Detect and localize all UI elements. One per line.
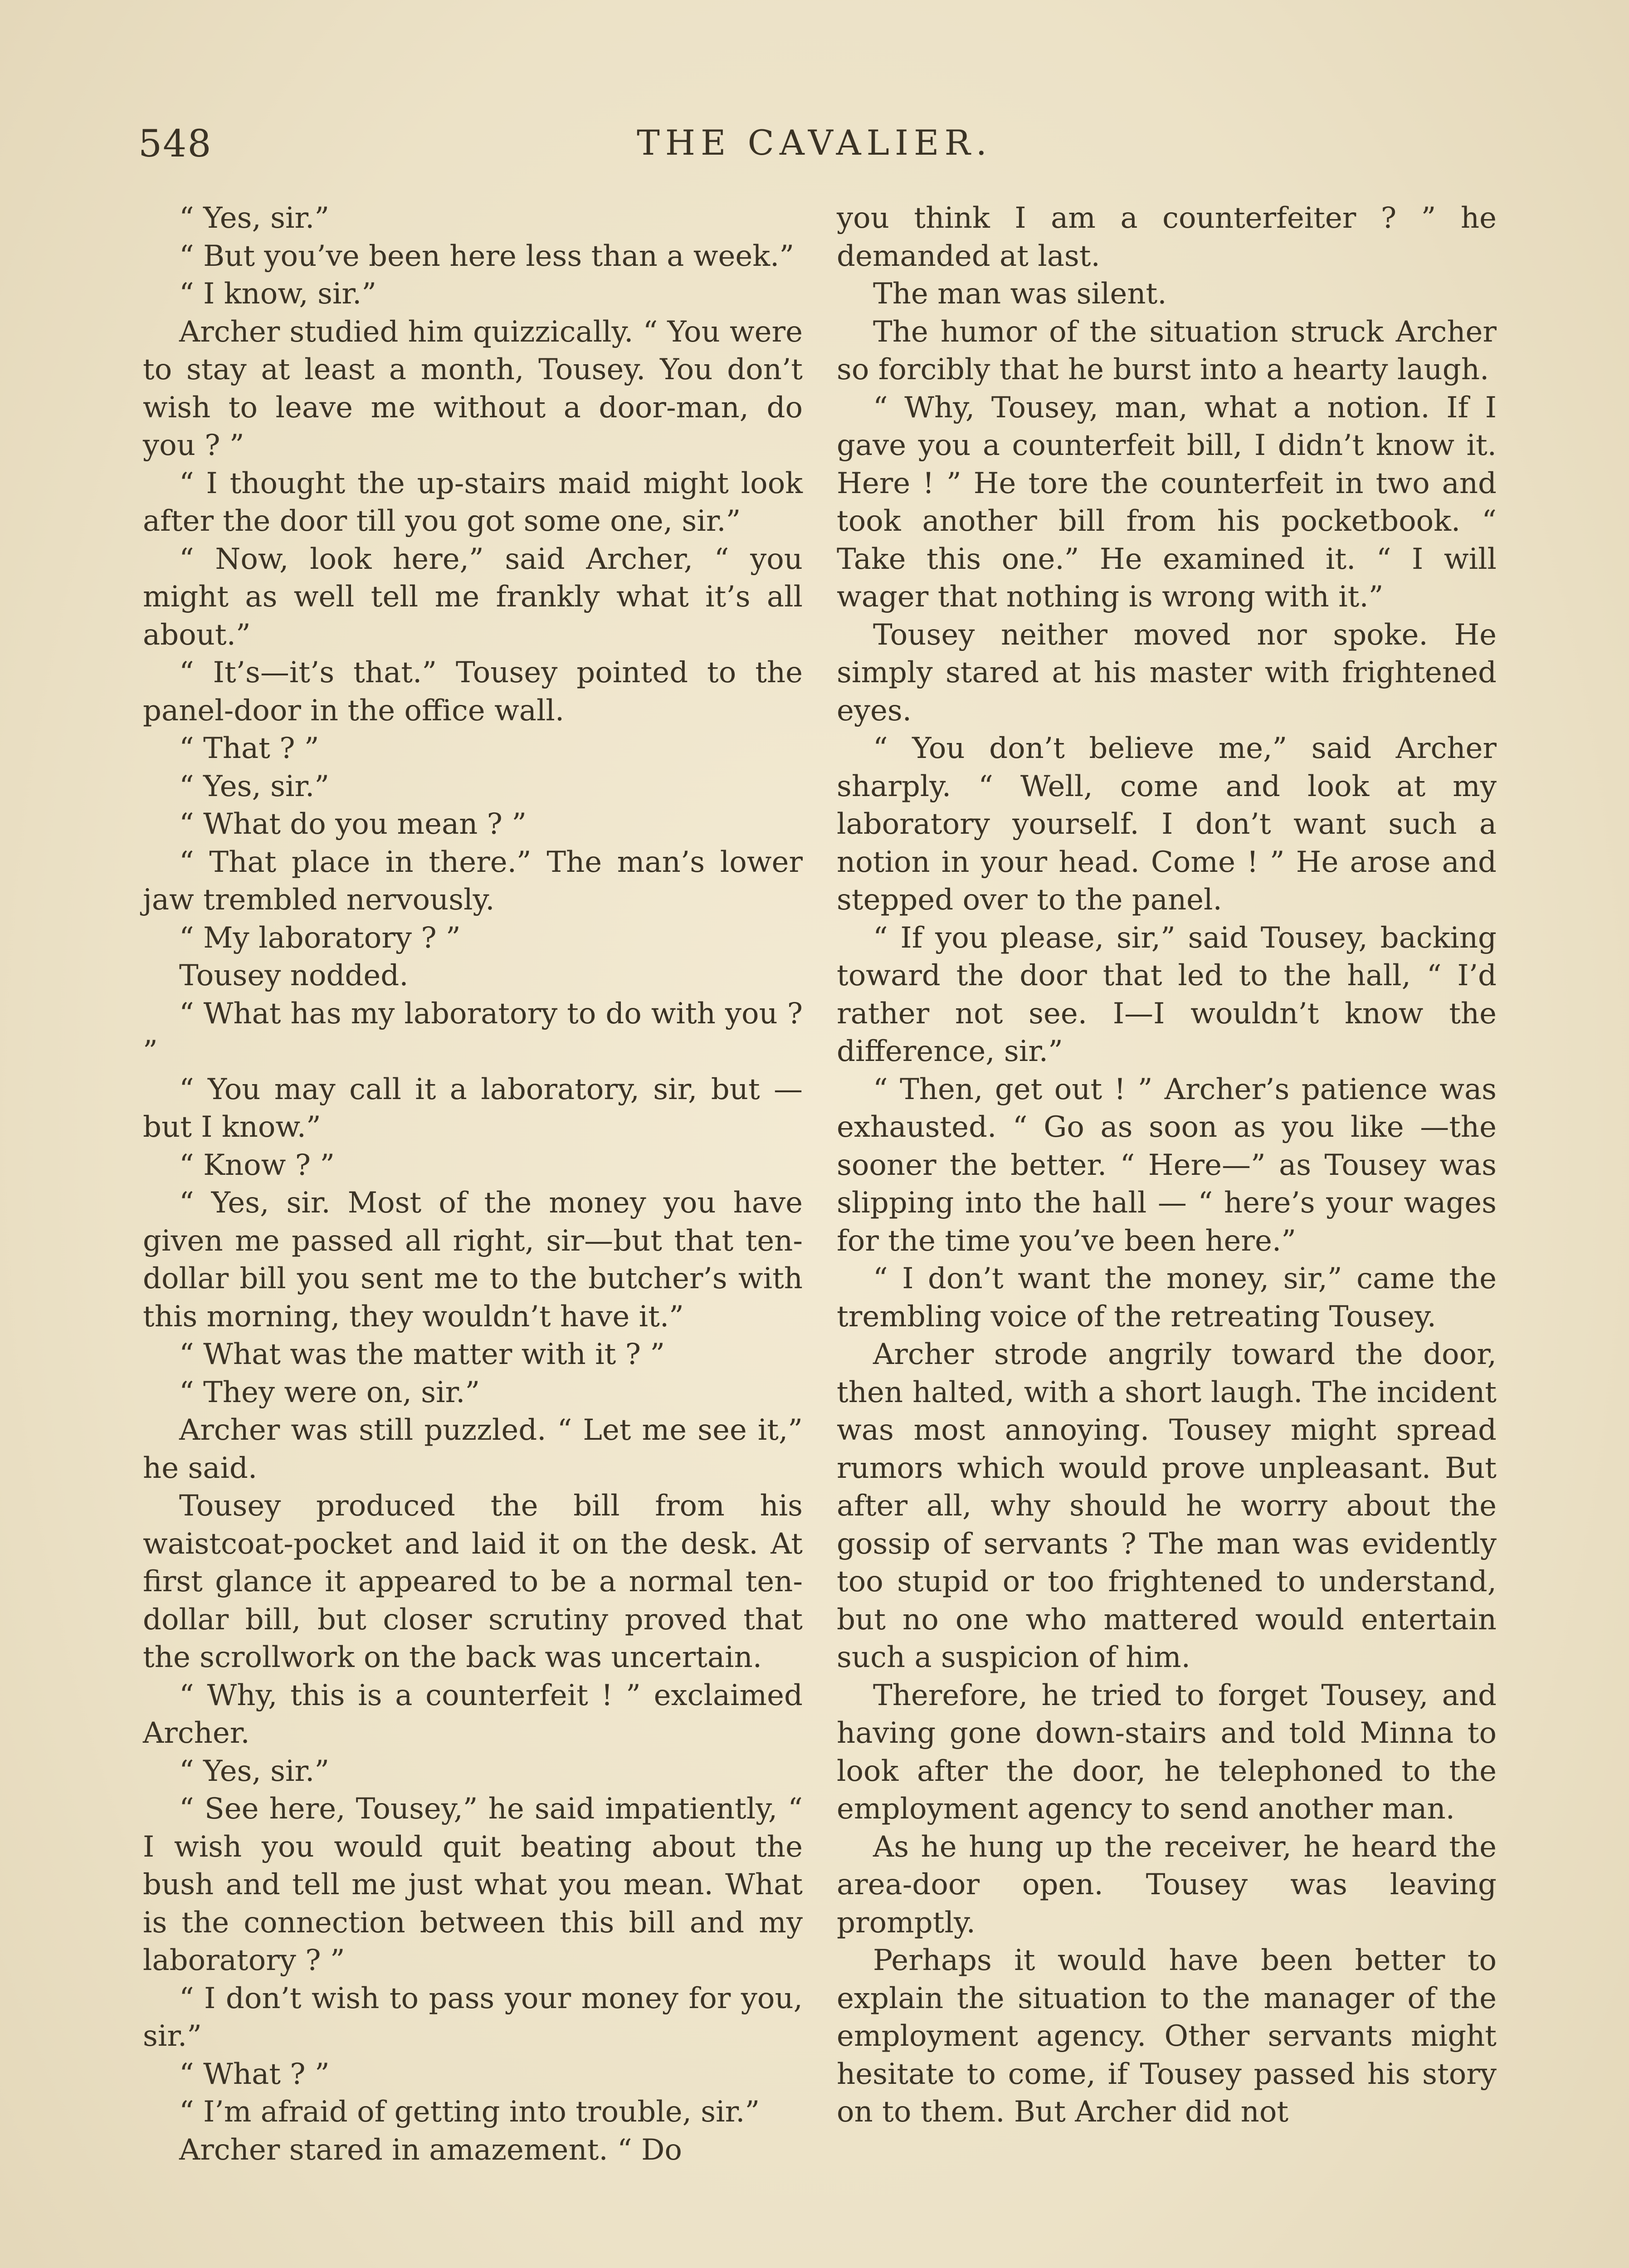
paragraph: “ But you’ve been here less than a week.” — [179, 239, 795, 273]
paragraph: “ I’m afraid of getting into trouble, sir.” — [179, 2095, 760, 2129]
paragraph: “ Yes, sir.” — [179, 201, 330, 235]
paragraph: Archer was still puzzled. “ Let me see it,” he said. — [143, 1413, 803, 1485]
paragraph: “ What ? ” — [179, 2057, 330, 2091]
paragraph: Tousey nodded. — [179, 959, 409, 992]
paragraph: “ My laboratory ? ” — [179, 921, 461, 955]
page-header — [0, 122, 1629, 177]
paragraph: “ You don’t believe me,” said Archer sharply. “ Well, come and look at my laboratory yourself. I don’t want such a notion in your head. Come ! ” He arose and stepped over to the panel. — [837, 732, 1497, 917]
paragraph: “ What has my laboratory to do with you ? ” — [143, 997, 803, 1068]
paragraph: Perhaps it would have been better to explain the situation to the manager of the employment agency. Other servants might hesitate to come, if Tousey passed his story on to them. But Archer did not — [837, 1944, 1497, 2129]
paragraph: Archer stared in amazement. “ Do — [179, 2133, 682, 2167]
paragraph: “ Why, Tousey, man, what a notion. If I gave you a counterfeit bill, I didn’t know it. Here ! ” He tore the counterfeit in two and took another bill from his pocketbook. “ Take this one.” He examined it. “ I will wager that nothing is wrong with it.” — [837, 391, 1497, 614]
paragraph: As he hung up the receiver, he heard the area-door open. Tousey was leaving promptly. — [837, 1830, 1497, 1940]
running-head: THE CAVALIER. — [637, 122, 992, 163]
paragraph: “ See here, Tousey,” he said impatiently, “ I wish you would quit beating about the bush and tell me just what you mean. What is the connection between this bill and my laboratory ? ” — [143, 1792, 803, 1977]
page-number: 548 — [138, 122, 212, 166]
paragraph: “ That ? ” — [179, 732, 319, 765]
paragraph: “ Yes, sir. Most of the money you have given me passed all right, sir—but that ten-dollar bill you sent me to the butcher’s with this morning, they wouldn’t have it.” — [143, 1186, 803, 1334]
paragraph: Tousey produced the bill from his waistcoat-pocket and laid it on the desk. At first glance it appeared to be a normal ten-dollar bill, but closer scrutiny proved that the scrollwork on the back was uncertain. — [143, 1489, 803, 1674]
paragraph: “ Then, get out ! ” Archer’s patience was exhausted. “ Go as soon as you like —the sooner the better. “ Here—” as Tousey was slipping into the hall — “ here’s your wages for the time you’ve been here.” — [837, 1072, 1497, 1258]
paragraph: “ Know ? ” — [179, 1148, 335, 1182]
paragraph: “ I know, sir.” — [179, 277, 377, 311]
paragraph: Therefore, he tried to forget Tousey, and having gone down-stairs and told Minna to look after the door, he telephoned to the employment agency to send another man. — [837, 1678, 1497, 1826]
paragraph: “ Why, this is a counterfeit ! ” exclaimed Archer. — [143, 1678, 803, 1750]
paragraph: “ What was the matter with it ? ” — [179, 1338, 665, 1371]
right-text-column — [837, 200, 1497, 2131]
paragraph: Archer studied him quizzically. “ You were to stay at least a month, Tousey. You don’t wish to leave me without a door-man, do you ? ” — [143, 315, 803, 462]
paragraph: “ What do you mean ? ” — [179, 807, 527, 841]
left-text-column — [143, 200, 803, 2169]
paragraph: Archer strode angrily toward the door, then halted, with a short laugh. The incident was most annoying. Tousey might spread rumors which would prove unpleasant. But after all, why should he worry about the gossip of servants ? The man was evidently too stupid or too frightened to understand, but no one who mattered would entertain such a suspicion of him. — [837, 1338, 1497, 1674]
paragraph: “ If you please, sir,” said Tousey, backing toward the door that led to the hall, “ I’d rather not see. I—I wouldn’t know the difference, sir.” — [837, 921, 1497, 1068]
paragraph: “ I thought the up-stairs maid might look after the door till you got some one, sir.” — [143, 466, 803, 538]
paragraph: “ Now, look here,” said Archer, “ you might as well tell me frankly what it’s all about.” — [143, 542, 803, 652]
paragraph: Tousey neither moved nor spoke. He simply stared at his master with frightened eyes. — [837, 618, 1497, 728]
paragraph: The humor of the situation struck Archer so forcibly that he burst into a hearty laugh. — [837, 315, 1497, 386]
paragraph: “ It’s—it’s that.” Tousey pointed to the panel-door in the office wall. — [143, 656, 803, 728]
paragraph: “ Yes, sir.” — [179, 1754, 330, 1788]
paragraph: The man was silent. — [873, 277, 1167, 311]
paragraph: “ I don’t want the money, sir,” came the trembling voice of the retreating Tousey. — [837, 1262, 1497, 1334]
paragraph: “ They were on, sir.” — [179, 1375, 480, 1409]
paragraph: you think I am a counterfeiter ? ” he demanded at last. — [837, 201, 1497, 273]
paragraph: “ I don’t wish to pass your money for you, sir.” — [143, 1981, 803, 2053]
paragraph: “ Yes, sir.” — [179, 769, 330, 803]
paragraph: “ That place in there.” The man’s lower jaw trembled nervously. — [143, 845, 803, 917]
paragraph: “ You may call it a laboratory, sir, but —but I know.” — [143, 1072, 803, 1144]
